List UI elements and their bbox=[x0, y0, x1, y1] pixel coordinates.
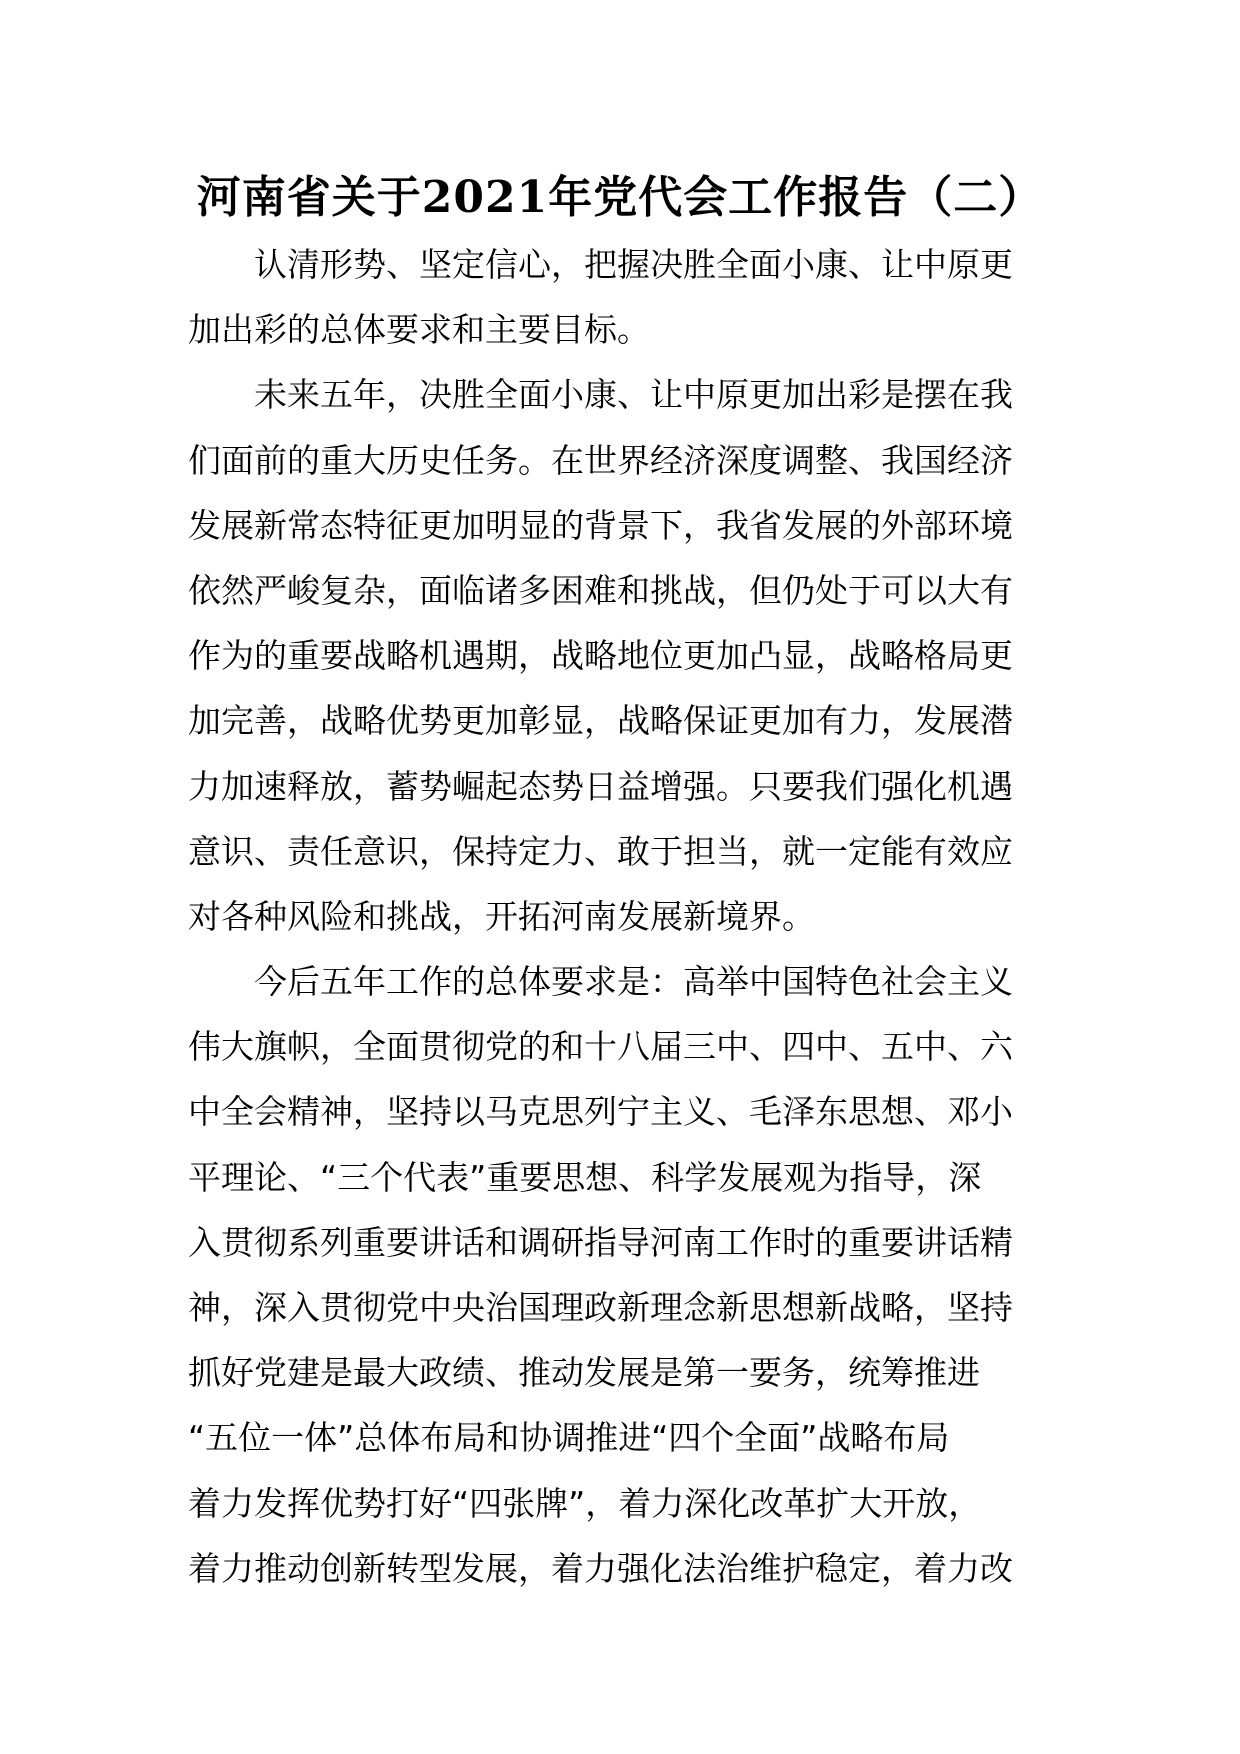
text-line: “五位一体”总体布局和协调推进“四个全面”战略布局 bbox=[188, 1418, 950, 1458]
text-line: 今后五年工作的总体要求是：高举中国特色社会主义 bbox=[254, 962, 1013, 1002]
text-line: 们面前的重大历史任务。在世界经济深度调整、我国经济 bbox=[188, 440, 1013, 480]
text-line: 加完善，战略优势更加彰显，战略保证更加有力，发展潜 bbox=[188, 701, 1013, 741]
text-line: 中全会精神，坚持以马克思列宁主义、毛泽东思想、邓小 bbox=[188, 1092, 1013, 1132]
text-line: 神，深入贯彻党中央治国理政新理念新思想新战略，坚持 bbox=[188, 1288, 1013, 1327]
text-line: 作为的重要战略机遇期，战略地位更加凸显，战略格局更 bbox=[188, 636, 1013, 676]
text-line: 对各种风险和挑战，开拓河南发展新境界。 bbox=[188, 896, 815, 936]
text-line: 平理论、“三个代表”重要思想、科学发展观为指导，深 bbox=[188, 1157, 982, 1197]
text-line: 伟大旗帜，全面贯彻党的和十八届三中、四中、五中、六 bbox=[188, 1027, 1013, 1067]
paragraph-1 bbox=[188, 232, 1052, 362]
text-line: 力加速释放，蓄势崛起态势日益增强。只要我们强化机遇 bbox=[188, 766, 1013, 806]
text-line: 加出彩的总体要求和主要目标。 bbox=[188, 310, 650, 350]
paragraph-2 bbox=[188, 362, 1052, 949]
paragraph-3 bbox=[188, 949, 1052, 1601]
document-title: 河南省关于2021年党代会工作报告（二） bbox=[196, 172, 1044, 223]
text-line: 入贯彻系列重要讲话和调研指导河南工作时的重要讲话精 bbox=[188, 1222, 1013, 1262]
text-line: 抓好党建是最大政绩、推动发展是第一要务，统筹推进 bbox=[188, 1353, 980, 1393]
text-line: 着力推动创新转型发展，着力强化法治维护稳定，着力改 bbox=[188, 1548, 1013, 1588]
text-line: 认清形势、坚定信心，把握决胜全面小康、让中原更 bbox=[254, 245, 1013, 284]
text-line: 未来五年，决胜全面小康、让中原更加出彩是摆在我 bbox=[254, 375, 1013, 415]
text-line: 发展新常态特征更加明显的背景下，我省发展的外部环境 bbox=[188, 505, 1013, 545]
text-line: 着力发挥优势打好“四张牌”，着力深化改革扩大开放， bbox=[188, 1483, 982, 1523]
text-line: 依然严峻复杂，面临诸多困难和挑战，但仍处于可以大有 bbox=[188, 570, 1013, 610]
document-body bbox=[188, 232, 1052, 1601]
text-line: 意识、责任意识，保持定力、敢于担当，就一定能有效应 bbox=[188, 831, 1013, 871]
